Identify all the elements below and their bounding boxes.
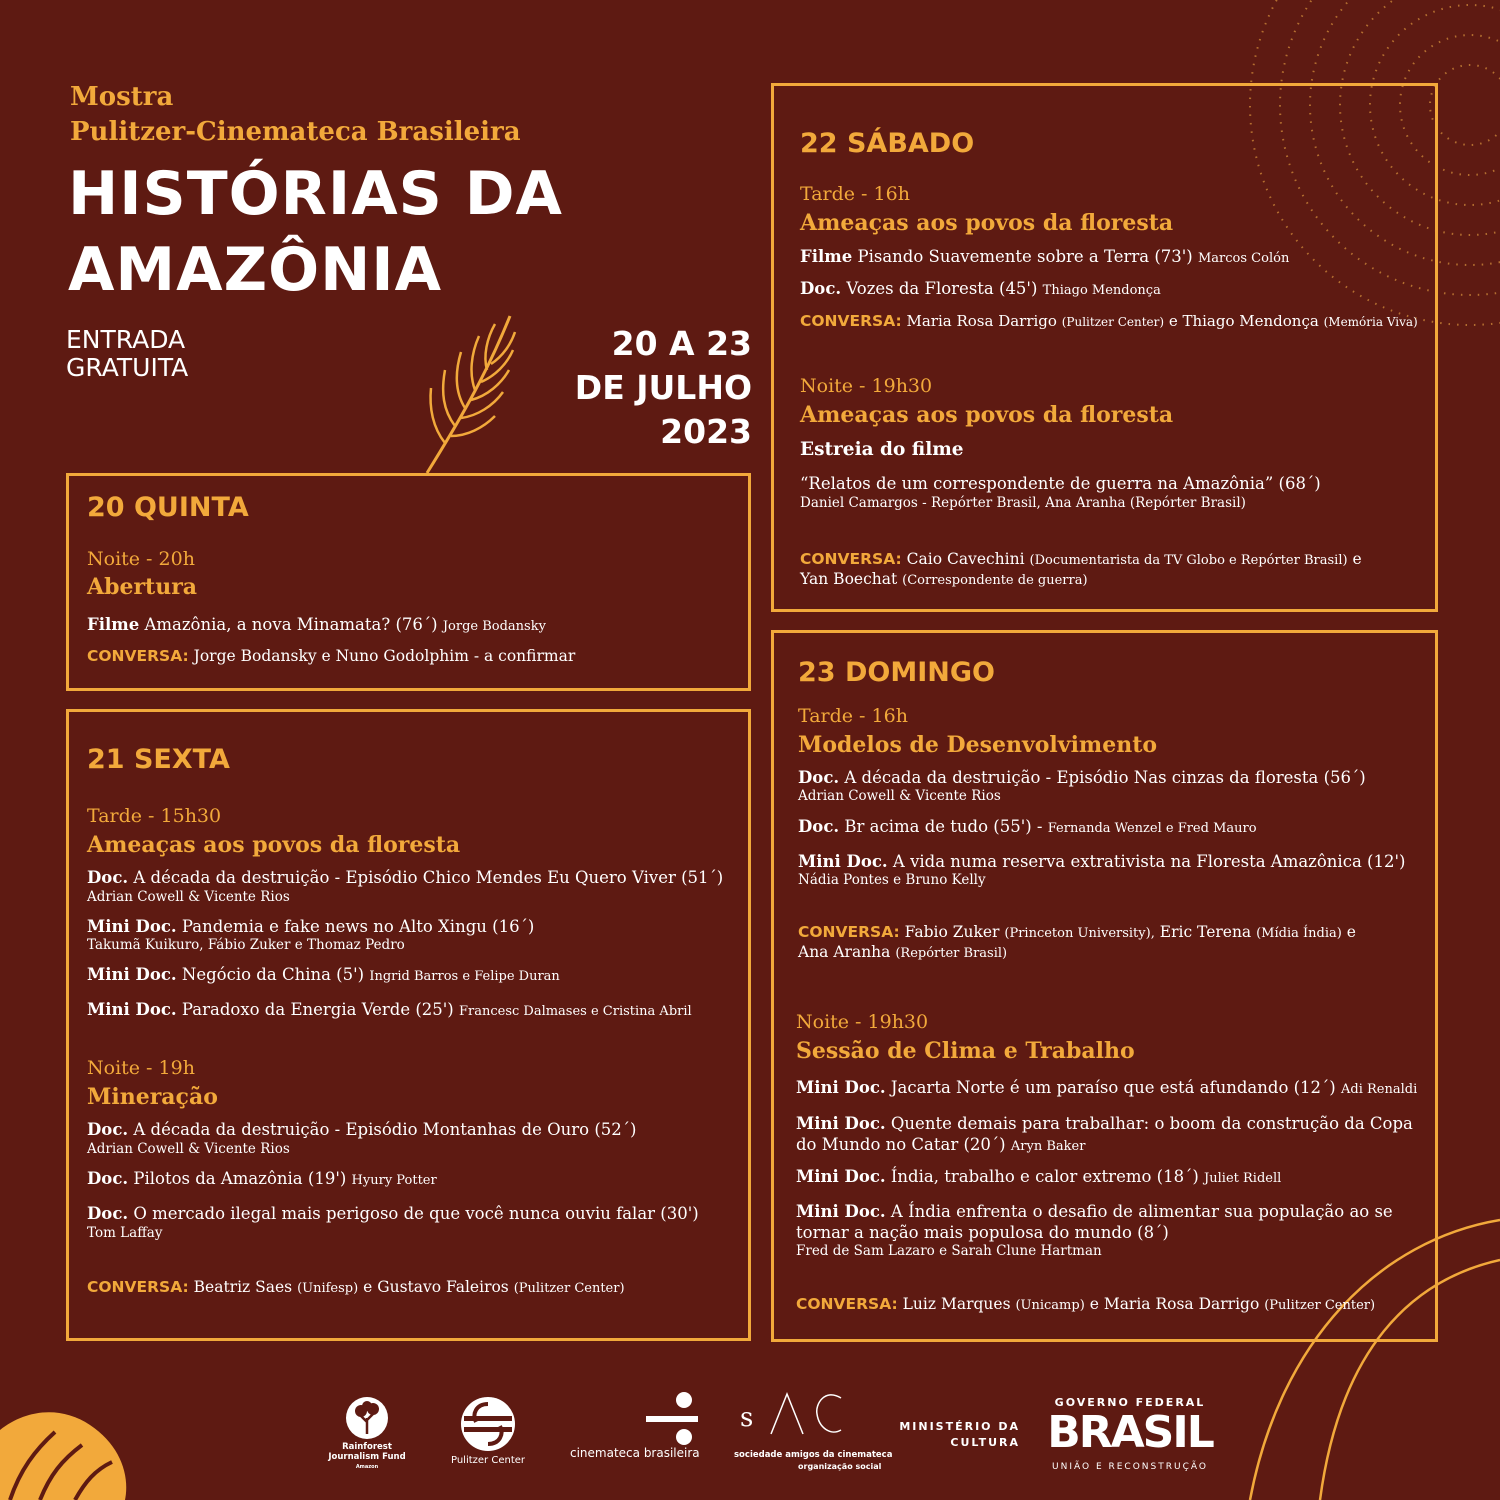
time-slot: Tarde - 16h [798,705,908,727]
session-theme: Ameaças aos povos da floresta [87,832,461,858]
item-title: Pisando Suavemente sobre a Terra (73') [857,247,1193,266]
item-credit: Francesc Dalmases e Cristina Abril [458,1004,692,1019]
conversa-org: (Memória Viva) [1323,315,1418,329]
conversa-line [798,923,1356,941]
item-credit: Takumã Kuikuro, Fábio Zuker e Thomaz Pedro [87,937,405,953]
conversa-label: CONVERSA: [796,1295,898,1313]
item-type: Doc. [87,868,129,887]
entry-line-2: GRATUITA [66,353,189,382]
item-type: Doc. [798,768,840,787]
sac-mark [740,1390,843,1436]
entry-line-1: ENTRADA [66,325,186,354]
item-title: Pandemia e fake news no Alto Xingu (16´) [181,917,535,936]
conversa-label: CONVERSA: [87,1278,189,1296]
program-item [796,1202,1393,1221]
rainforest-fund-logo [326,1396,408,1488]
pulitzer-icon [458,1396,518,1452]
free-entry-label [66,326,188,382]
kicker-line-1: Mostra [70,82,174,112]
program-item-cont [796,1223,1169,1242]
item-credit: Aryn Baker [1010,1139,1086,1154]
item-credit: Marcos Colón [1198,251,1290,266]
program-item [87,917,534,936]
conversa-guest: Maria Rosa Darrigo [906,312,1057,330]
logo-text: MINISTÉRIO DA [899,1420,1020,1433]
page-title [68,156,563,308]
dates-line-2: DE JULHO [574,368,752,407]
decorative-leaf-corner [0,1370,130,1500]
item-type: Mini Doc. [796,1202,886,1221]
item-type: Doc. [87,1120,129,1139]
item-credit: Adrian Cowell & Vicente Rios [87,1141,290,1157]
conversa-guest: Eric Terena [1159,923,1252,941]
conversa-guest: Fabio Zuker [904,923,1000,941]
title-line-2: AMAZÔNIA [68,235,443,305]
item-credit: Jorge Bodansky [442,619,546,634]
item-title: Índia, trabalho e calor extremo (18´) [890,1167,1199,1186]
item-type: Doc. [87,1204,129,1223]
program-item [87,965,560,984]
session-theme: Mineração [87,1084,218,1110]
item-title: A década da destruição - Episódio Montanhas de Ouro (52´) [133,1120,637,1139]
item-title: Jacarta Norte é um paraíso que está afundando (12´) [890,1078,1336,1097]
dates-line-1: 20 A 23 [611,324,752,363]
item-type: Mini Doc. [87,917,177,936]
program-item [87,1120,636,1139]
conversa-org: (Unifesp) [297,1281,359,1296]
day-22-box [771,83,1438,612]
item-credit: Juliet Ridell [1204,1171,1282,1186]
conversa-guest: Beatriz Saes [193,1278,293,1296]
title-line-1: HISTÓRIAS DA [68,159,563,229]
item-credit: Adi Renaldi [1341,1082,1418,1097]
program-item [800,279,1161,298]
time-slot: Tarde - 16h [800,183,910,205]
conversa-connector: e [1346,923,1356,941]
header-kicker [70,80,521,150]
sac-logo [734,1390,893,1476]
conversa-org: (Repórter Brasil) [895,946,1008,961]
session-theme: Ameaças aos povos da floresta [800,402,1174,428]
program-item-cont [796,1135,1085,1154]
program-item [798,817,1257,836]
item-type: Mini Doc. [87,965,177,984]
session-theme: Modelos de Desenvolvimento [798,732,1158,758]
premiere-label: Estreia do filme [800,439,964,460]
item-type: Doc. [800,279,842,298]
conversa-guest: e Maria Rosa Darrigo [1089,1295,1260,1313]
session-theme: Ameaças aos povos da floresta [800,210,1174,236]
item-title: Vozes da Floresta (45') [846,279,1038,298]
program-item [87,868,723,887]
day-23-box [771,630,1438,1342]
item-title: A década da destruição - Episódio Nas cinzas da floresta (56´) [844,768,1366,787]
conversa-guest: e Thiago Mendonça [1168,312,1319,330]
item-type: Mini Doc. [796,1078,886,1097]
conversa-guests: Jorge Bodansky e Nuno Godolphim - a confirmar [193,647,576,665]
program-item [87,1204,699,1223]
day-title: 20 QUINTA [87,492,249,523]
session-theme: Sessão de Clima e Trabalho [796,1038,1135,1064]
conversa-line [800,312,1418,330]
item-title: do Mundo no Catar (20´) [796,1135,1006,1154]
logo-text: Amazon [355,1464,379,1470]
program-item [796,1114,1413,1133]
item-credit: Fred de Sam Lazaro e Sarah Clune Hartman [796,1243,1102,1259]
logo-text: Journalism Fund [328,1452,406,1462]
item-credit: Adrian Cowell & Vicente Rios [798,788,1001,804]
time-slot: Noite - 20h [87,548,195,570]
conversa-org: (Correspondente de guerra) [902,573,1088,588]
logo-text: CULTURA [950,1436,1020,1449]
conversa-line [87,647,575,665]
item-title: Br acima de tudo (55') - [844,817,1043,836]
conversa-guest: Yan Boechat [800,570,898,588]
item-type: Mini Doc. [798,852,888,871]
logo-text: UNIÃO E RECONSTRUÇÃO [1052,1462,1208,1472]
item-title: O mercado ilegal mais perigoso de que você nunca ouviu falar (30') [133,1204,699,1223]
conversa-line [87,1278,625,1296]
item-title: Quente demais para trabalhar: o boom da construção da Copa [890,1114,1413,1133]
program-item [800,247,1289,266]
day-title: 23 DOMINGO [798,657,995,688]
time-slot: Tarde - 15h30 [87,805,222,827]
ministerio-cultura-logo [900,1420,1020,1454]
session-theme: Abertura [87,574,198,600]
item-type: Doc. [87,1169,129,1188]
item-credit: Hyury Potter [351,1173,437,1188]
conversa-label: CONVERSA: [87,647,189,665]
conversa-org: (Mídia Índia) [1256,926,1342,941]
logo-text: cinemateca brasileira [570,1446,700,1460]
logo-text: Pulitzer Center [450,1455,526,1466]
conversa-line-2 [798,943,1007,961]
pulitzer-center-logo [445,1396,531,1472]
item-type: Mini Doc. [796,1114,886,1133]
conversa-line [800,550,1362,568]
program-item [798,768,1366,787]
conversa-org: (Unicamp) [1015,1298,1085,1313]
item-type: Mini Doc. [87,1000,177,1019]
sac-s-icon: s [740,1403,764,1433]
time-slot: Noite - 19h [87,1057,195,1079]
governo-federal-logo [1044,1396,1216,1480]
conversa-line-2 [800,570,1088,588]
item-type: Doc. [798,817,840,836]
program-item [796,1167,1281,1186]
program-item [796,1078,1417,1097]
conversa-org: (Pulitzer Center) [1061,315,1165,329]
feather-icon [415,308,525,478]
conversa-org: (Pulitzer Center) [1264,1298,1376,1313]
item-type: Filme [87,615,140,634]
item-type: Filme [800,247,853,266]
film-title: “Relatos de um correspondente de guerra na Amazônia” (68´) [800,474,1321,493]
day-21-box [66,709,751,1341]
conversa-org: (Princeton University), [1004,926,1155,941]
cinemateca-icon [642,1390,702,1446]
logo-text: Rainforest [342,1442,392,1452]
tree-icon [341,1396,393,1440]
item-credit: Adrian Cowell & Vicente Rios [87,889,290,905]
conversa-label: CONVERSA: [800,312,902,330]
kicker-line-2: Pulitzer-Cinemateca Brasileira [70,117,521,147]
conversa-guest: Ana Aranha [798,943,891,961]
event-dates [560,322,752,454]
item-title: A vida numa reserva extrativista na Floresta Amazônica (12') [892,852,1406,871]
item-credit: Thiago Mendonça [1042,283,1161,298]
item-credit: Fernanda Wenzel e Fred Mauro [1047,821,1257,836]
item-credit: Tom Laffay [87,1225,163,1241]
item-title: Negócio da China (5') [181,965,365,984]
sac-ac-icon [763,1390,843,1436]
film-credit: Daniel Camargos - Repórter Brasil, Ana Aranha (Repórter Brasil) [800,495,1246,511]
item-title: Pilotos da Amazônia (19') [133,1169,347,1188]
day-title: 22 SÁBADO [800,128,975,159]
program-item [87,615,546,634]
logo-text: organização social [798,1462,882,1471]
logo-text: sociedade amigos da cinemateca [734,1450,893,1460]
day-title: 21 SEXTA [87,744,230,775]
dates-line-3: 2023 [660,412,752,451]
conversa-line [796,1295,1375,1313]
conversa-label: CONVERSA: [800,550,902,568]
time-slot: Noite - 19h30 [796,1011,929,1033]
conversa-connector: e [1352,550,1362,568]
item-type: Mini Doc. [796,1167,886,1186]
conversa-guest: e Gustavo Faleiros [358,1278,509,1296]
logo-text: GOVERNO FEDERAL [1054,1396,1206,1409]
program-item [798,852,1405,871]
cinemateca-logo [568,1390,702,1466]
day-20-box [66,473,751,691]
program-item [87,1000,692,1019]
item-title: A Índia enfrenta o desafio de alimentar sua população ao se [890,1202,1393,1221]
item-title: tornar a nação mais populosa do mundo (8´) [796,1223,1169,1242]
conversa-org: (Pulitzer Center) [513,1281,625,1296]
item-title: A década da destruição - Episódio Chico Mendes Eu Quero Viver (51´) [133,868,724,887]
item-credit: Ingrid Barros e Felipe Duran [369,969,560,984]
time-slot: Noite - 19h30 [800,375,933,397]
program-item [87,1169,437,1188]
conversa-org: (Documentarista da TV Globo e Repórter Brasil) [1029,553,1348,568]
item-credit: Nádia Pontes e Bruno Kelly [798,872,986,888]
logo-wordmark: BRASIL [1047,1407,1213,1458]
conversa-label: CONVERSA: [798,923,900,941]
conversa-guest: Caio Cavechini [906,550,1025,568]
item-title: Amazônia, a nova Minamata? (76´) [144,615,438,634]
conversa-guest: Luiz Marques [902,1295,1011,1313]
item-title: Paradoxo da Energia Verde (25') [181,1000,454,1019]
